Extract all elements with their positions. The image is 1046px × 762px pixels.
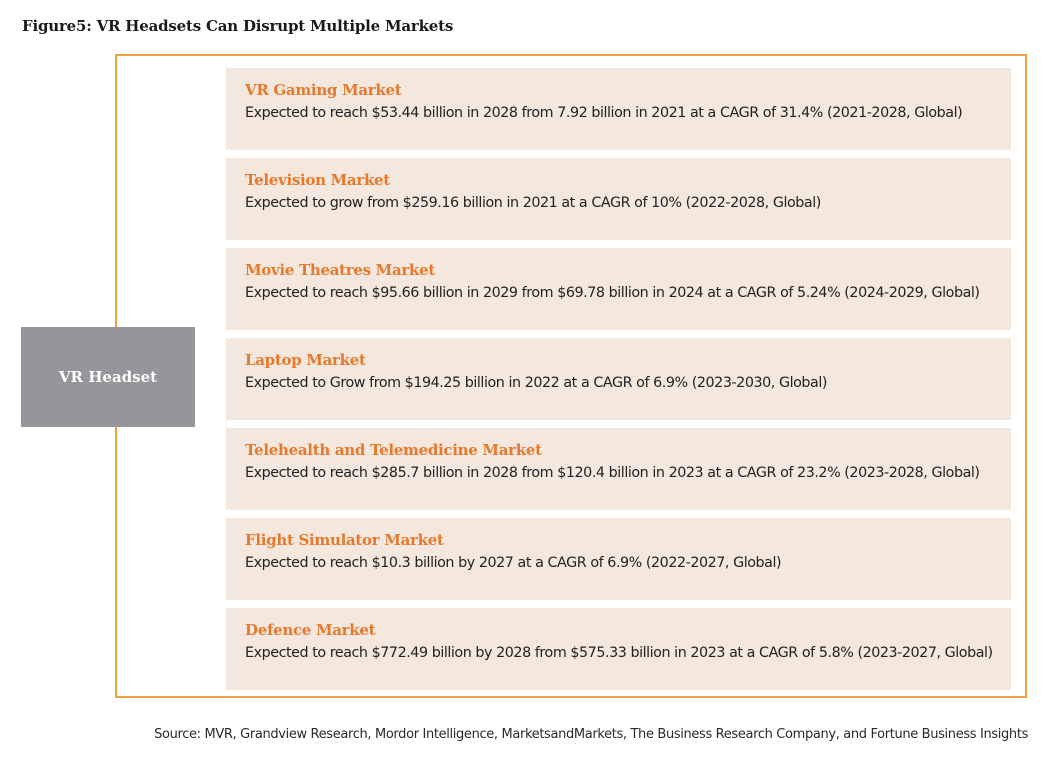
market-description: Expected to reach $10.3 billion by 2027 at a CAGR of 6.9% (2022-2027, Global) [245,555,782,571]
market-title: Flight Simulator Market [245,531,444,549]
market-title: Movie Theatres Market [245,261,435,279]
market-card-flight-simulator [226,518,1011,600]
market-title: Laptop Market [245,351,366,369]
market-description: Expected to grow from $259.16 billion in 2021 at a CAGR of 10% (2022-2028, Global) [245,195,821,211]
market-title: Defence Market [245,621,376,639]
market-title: Television Market [245,171,390,189]
hub-label: VR Headset [58,368,158,386]
market-card-vr-gaming [226,68,1011,150]
market-description: Expected to reach $285.7 billion in 2028 from $120.4 billion in 2023 at a CAGR of 23.2% (2023-2028, Global) [245,465,980,481]
market-title: VR Gaming Market [245,81,402,99]
hub-box [21,327,195,427]
market-card-laptop [226,338,1011,420]
source-note: Source: MVR, Grandview Research, Mordor Intelligence, MarketsandMarkets, The Business Research Company, and Fortune Business Insights [154,727,1028,742]
market-description: Expected to reach $95.66 billion in 2029 from $69.78 billion in 2024 at a CAGR of 5.24% (2024-2029, Global) [245,285,980,301]
market-card-television [226,158,1011,240]
market-card-movie-theatres [226,248,1011,330]
market-title: Telehealth and Telemedicine Market [245,441,542,459]
figure-title: Figure5: VR Headsets Can Disrupt Multiple Markets [22,17,454,35]
market-card-telehealth [226,428,1011,510]
market-card-defence [226,608,1011,690]
market-description: Expected to reach $53.44 billion in 2028 from 7.92 billion in 2021 at a CAGR of 31.4% (2021-2028, Global) [245,105,963,121]
market-description: Expected to Grow from $194.25 billion in 2022 at a CAGR of 6.9% (2023-2030, Global) [245,375,827,391]
market-description: Expected to reach $772.49 billion by 2028 from $575.33 billion in 2023 at a CAGR of 5.8% (2023-2027, Global) [245,645,993,661]
